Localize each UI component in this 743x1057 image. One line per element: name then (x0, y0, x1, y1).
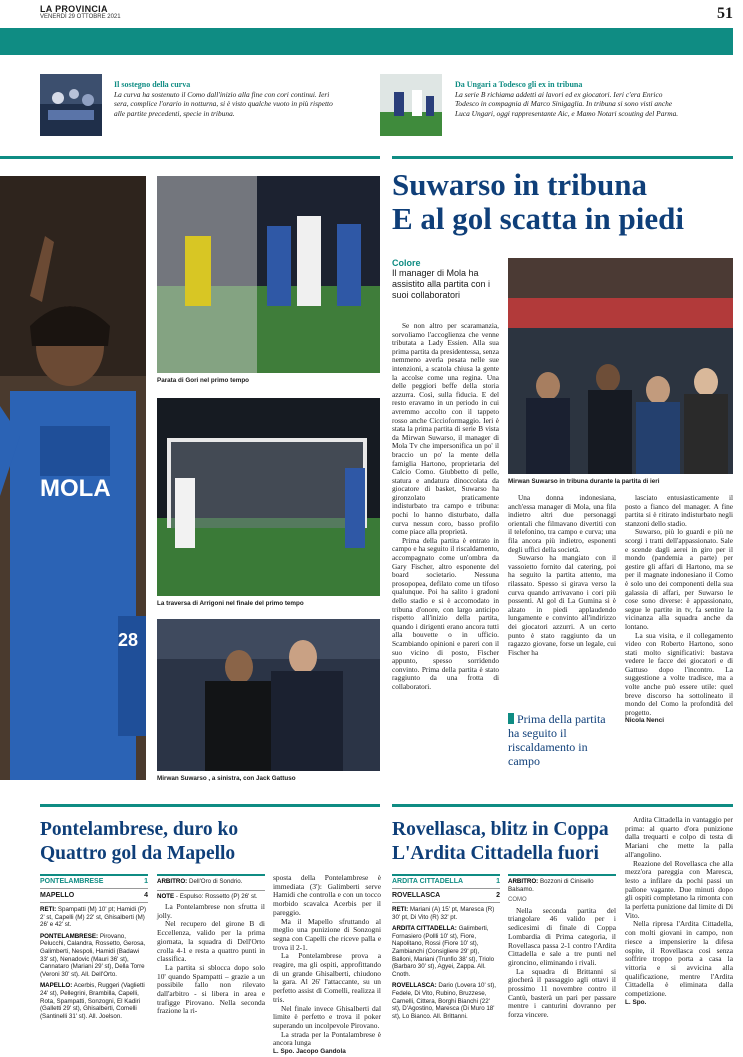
photo-traversa-arrigoni (157, 398, 380, 596)
article-paragraph: lasciato entusiasticamente il posto a fianco del manager. A fine partita si è ritirato indisturbato negli stanzoni dello stadio. (625, 493, 733, 528)
article-paragraph: La sua visita, e il collegamento video con Roberto Hartono, sono stati molto significativi: bastava vedere le facce dei giocatori e di Gattuso dopo l'incontro. La suggestione a volte tradisce, ma a volte anche può essere utile: quel breve discorso ha sottolineato il mondo del Como la profondità del progetto. (625, 630, 733, 717)
score-row (40, 888, 148, 899)
teaser-title: Da Ungari a Todesco gli ex in tribuna (455, 80, 583, 89)
article-paragraph: Ma il Mapello sfruttando al meglio una punizione di Sonzogni segna con Capelli che riceve palla e trova il 2-1. (273, 916, 381, 952)
article-paragraph: Una donna indonesiana, anch'essa manager di Mola, una fila indietro altri due personaggi orientali che filmavano divertiti con il telefonino, tra campo e curva; una fila ancora più indietro, esponenti degli uffici della società. (508, 493, 616, 554)
article-subtitle: Il manager di Mola ha assistito alla partita con i suoi collaboratori (392, 268, 491, 300)
photo-player-celebration (0, 176, 146, 780)
main-headline (392, 168, 732, 236)
photo-caption: Mirwan Suwarso in tribuna durante la partita di ieri (508, 478, 660, 485)
article-author: Nicola Nenci (625, 717, 665, 725)
svg-text:28: 28 (118, 630, 139, 650)
detail-label: MAPELLO: (40, 982, 73, 990)
article-author: L. Spo. (625, 998, 647, 1006)
teaser-title: Il sostegno della curva (114, 80, 191, 89)
article-paragraph: Nel finale invece Ghisalberti dal limite è perfetto e trova il poker superando un incolpevole Pirovano. (273, 1003, 381, 1030)
article-column (157, 903, 265, 1016)
article-headline-line2: Quattro gol da Mapello (40, 843, 236, 864)
article-paragraph: Nella seconda partita del triangolare 46 valido per i sedicesimi di finale di Coppa Lombardia di Prima categoria, il Rovellasca passa 2-1 contro l'Ardita Cittadella e sale a tre punti nel gironcino, eliminando i rivali. (508, 905, 616, 967)
detail-label: ROVELLASCA: (392, 982, 437, 990)
detail-text: Dell'Oro di Sondrio. (187, 878, 243, 885)
team-score: 4 (144, 892, 148, 899)
photo-suwarso-gattuso (157, 619, 380, 771)
team-name: ROVELLASCA (392, 892, 441, 899)
teaser-text: La serie B richiama addetti ai lavori ed ex giocatori. Ieri c'era Enrico Todesco in compagnia di Marco Sinigaglia. In tribuna si sono visti anche Luca Ungari, oggi rappresentante Aic, e Mamo Notari scouting del Parma. (455, 90, 679, 118)
article-paragraph: Ardita Cittadella in vantaggio per prima: al quarto d'ora punizione dalla trequarti e colpo di testa di Mariani che mette la palla all'angolino. (625, 815, 733, 859)
article-headline-line1: Rovellasca, blitz in Coppa (392, 819, 609, 840)
score-row (392, 888, 500, 899)
article-paragraph: Suwarso ha mangiato con il vassoietto fornito dal catering, poi ha seguito la partita attento, ma rilassato. Spesso si girava verso la curva quando arrivavano i cori più possenti. Al gol di La Gumina si è alzato in piedi applaudendo lungamente e convinto all'indirizzo dei giocatori azzurri. A un certo punto è stato raggiunto da un ragazzo giovane, forse un legale, cui Fischer ha (508, 553, 616, 657)
scoreboard (392, 874, 500, 1020)
detail-text: Mariani (A) 15' pt, Maresca (R) 30' pt, Di Vito (R) 32' pt. (392, 906, 495, 921)
article-column (273, 874, 381, 1057)
photo-caption: Mirwan Suwarso , a sinistra, con Jack Gattuso (157, 775, 296, 782)
section-divider (40, 804, 380, 807)
article-paragraph: La partita si sblocca dopo solo 10' quando Spampatti – grazie a un possibile fallo non rilevato dall'arbitro - si libera in area e trafigge Pirovano. Nella seconda frazione la ri- (157, 962, 265, 1016)
article-paragraph: La squadra di Brittanni si giocherà il passaggio agli ottavi il prossimo 11 novembre contro il Cantù, basterà un pari per passare mentre i canturini dovranno per forza vincere. (508, 966, 616, 1020)
svg-text:MOLA: MOLA (40, 475, 111, 502)
article-headline-line2: L'Ardita Cittadella fuori (392, 843, 599, 864)
pull-quote (508, 712, 616, 768)
section-divider (392, 804, 733, 807)
photo-parata-gori (157, 176, 380, 373)
article-column (508, 896, 616, 1020)
detail-label: RETI: (40, 906, 57, 913)
article-column-1 (392, 322, 499, 692)
article-paragraph: La Pontelambrese prova a reagire, ma gli ospiti, approfittando di un grande Ghisalberti, chiudono la gara. Al 26' l'attaccante, su un perfetto assist di Comelli, realizza il tris. (273, 951, 381, 1004)
pull-quote-text: Prima della partita ha seguito il riscaldamento in campo (508, 712, 606, 768)
photo-caption: Parata di Gori nel primo tempo (157, 377, 250, 384)
article-paragraph: Suwarso, più lo guardi e più ne scorgi i tratti dell'appassionato. Sale e scende dagli aerei in giro per il mondo (pandemia a parte) per gestire gli affari di Hartono, ma se per il magnate indonesiano il Como è solo uno dei componenti della sua galassia di affari, per Suwarso le cose sono diverse: è appassionato, segue le partite in tv, fa sentire la vicinanza alla squadra anche da lontano. (625, 527, 733, 631)
section-tag: Colore (392, 258, 421, 268)
detail-text: Pirovano, Pelucchi, Calandra, Rossetto, Gerosa, Galimberti, Nespoli, Hamidi (Badawi 33' st), Nenadovic (Mauri 36' st), Cannataro (Mariani 29' st), Della Torre (Veroni 30' st). All. Dell'Orto. (40, 932, 146, 978)
article-column (625, 816, 733, 1007)
match-officials (157, 874, 265, 900)
arbitro-line (157, 874, 265, 886)
teaser-photo-curva (40, 74, 102, 136)
detail-label: NOTE (157, 892, 175, 900)
detail-text: - Espulso: Rossetto (P) 26' st. (174, 892, 258, 900)
article-paragraph: sposta della Pontelambrese è immediata (3'): Galimberti serve Hamidi che controlla e con un tocco morbido scavalca Acerbis per il pareggio. (273, 873, 381, 917)
photo-caption: La traversa di Arrigoni nel finale del primo tempo (157, 600, 304, 607)
scoreboard (40, 874, 148, 1020)
article-paragraph: La Pontelambrese non sfrutta il jolly. (157, 902, 265, 920)
detail-label: ARBITRO: (157, 878, 188, 885)
article-paragraph: Reazione del Rovellasca che alla mezz'ora pareggia con Maresca, lesto a infilare da pochi passi un pallone vagante. Due minuti dopo gli ospiti completano la rimonta con la perfetta punizione dal limite di Di Vito. (625, 858, 733, 920)
article-paragraph: Se non altro per scaramanzia, sorvoliamo l'accoglienza che venne tributata a Lady Essien. Alla sua prima partita da presidentessa, senza nemmeno averla pesata nelle sue intenzioni, a scatola chiusa la gente la accolse come una regina. Una delle peggiori beffe della storia azzurra. Così, sulla fiducia. E del resto eravamo in un periodo in cui avremmo accolto con il tappeto rosso anche Ciccioformaggio. Ieri è stata la prima partita di serie B vista da Mirwan Suwarso, il manager di Mola Tv che impersonifica un po' il braccio un po' la mente della famiglia Hartono, proprietaria del Calcio Como. Giubbetto di pelle, statura e andatura dinoccolata da giocatore di basket, Suwarso ha gironzolato praticamente indisturbato tra campo e tribuna: pochi lo hanno disturbato, dalla curva nessun coro, basso profilo come piace alla proprietà. (392, 321, 499, 537)
main-headline-line1: Suwarso in tribuna (392, 167, 647, 202)
match-details (40, 902, 148, 1020)
main-headline-line2: E al gol scatta in piedi (392, 201, 684, 236)
detail-text: Bozzoni di Cinisello Balsamo. (508, 878, 594, 893)
article-author: L. Spo. Jacopo Gandola (273, 1048, 346, 1056)
article-headline (40, 818, 380, 866)
article-headline-line1: Pontelambrese, duro ko (40, 819, 239, 840)
detail-text: Spampatti (M) 10' pt; Hamidi (P) 2' st, Capelli (M) 22' st, Ghisalberti (M) 26' e 42' st. (40, 906, 147, 929)
section-divider (392, 156, 733, 159)
article-column-2 (508, 494, 616, 657)
detail-label: ARBITRO: (508, 878, 539, 885)
detail-text: Galimberti, Fornasiero (Pollli 10' st), Fiore, Napolitano, Rossi (Fiore 10' st), Zambianchi (Consigliere 29' pt), Balloni, Mariani (Trunfio 38' st), Triolo (Barbaro 30' st), Agyei, Zappa. All. Cnoth. (392, 925, 495, 978)
article-paragraph: Prima della partita è entrato in campo e ha seguito il riscaldamento, accompagnato come un'ombra da Gary Fischer, altro esponente del board societario. Nessuna prosopopea, defilato come un tifoso qualunque. Poi ha salito i gradoni dello stadio e si è accomodato in tribuna d'onore, con largo anticipo rispetto all'inizio della partita, quando i dirigenti erano ancora tutti alla bouvette o in ufficio. Scambiando opinioni e pareri con il suo vicino di posto, Fischer appunto, spesso sorridendo convinto. Prima della partita è stato raggiunto da una frotta di collaboratori. (392, 535, 499, 691)
team-score: 1 (144, 878, 148, 885)
team-score: 2 (496, 892, 500, 899)
match-details (392, 902, 500, 1020)
team-name: ARDITA CITTADELLA (392, 878, 464, 885)
section-divider (0, 156, 380, 159)
teaser-text: La curva ha sostenuto il Como dall'inizio alla fine con cori continui. Ieri sera, complice l'orario in notturna, si è visto qualche vuoto in più rispetto alle partite precedenti, specie in tribuna. (114, 90, 333, 118)
newspaper-brand: LA PROVINCIA (40, 4, 108, 14)
teaser-photo-ex (380, 74, 442, 136)
detail-text: Dario (Lovera 10' st), Fedele, Di Vito, Rubino, Bruzzese, Carnelli, Cittera, Borghi Bianchi (22' st), D'Agostino, Maresca (Di Muro 18' st), Lo Bianco. All. Brittanni. (392, 982, 496, 1020)
arbitro-line (508, 874, 616, 893)
photo-suwarso-tribuna (508, 258, 733, 474)
detail-text: Acerbis, Ruggeri (Vaglietti 24' st), Pellegrini, Brambilla, Capelli, Rota, Spampatti, Sonzogni, El Kadiri (Galletti 29' st), Ghisalberti, Comelli (Santinelli 31' st). All. Joelson. (40, 982, 145, 1020)
detail-label: RETI: (392, 906, 409, 913)
match-officials (508, 874, 616, 893)
dateline: COMO (508, 897, 527, 903)
score-row (40, 874, 148, 885)
article-column-3 (625, 494, 733, 726)
score-row (392, 874, 500, 885)
article-paragraph: Nella ripresa l'Ardita Cittadella, con molti giovani in campo, non riesce a impensierire la difesa ospite, il Rovellasca così senza soffrire troppo porta a casa la vittoria e si avvicina alla qualificazione, mentre l'Ardita Cittadella è eliminata dalla competizione. (625, 919, 733, 999)
article-paragraph: Nel recupero del girone B di Eccellenza, valido per la prima giornata, la squadra di Dell'Orto crolla 4-1 e resta a quattro punti in classifica. (157, 919, 265, 964)
team-score: 1 (496, 878, 500, 885)
team-name: MAPELLO (40, 892, 75, 899)
detail-label: ARDITA CITTADELLA: (392, 925, 457, 933)
article-paragraph: La strada per la Pontalambrese è ancora lunga (273, 1029, 381, 1048)
team-name: PONTELAMBRESE (40, 878, 104, 885)
issue-date: VENERDÌ 29 OTTOBRE 2021 (40, 14, 121, 20)
header-band (0, 28, 733, 55)
pull-quote-marker (508, 713, 514, 724)
note-line (157, 890, 265, 901)
page-number: 51 (717, 5, 733, 22)
detail-label: PONTELAMBRESE: (40, 932, 99, 940)
